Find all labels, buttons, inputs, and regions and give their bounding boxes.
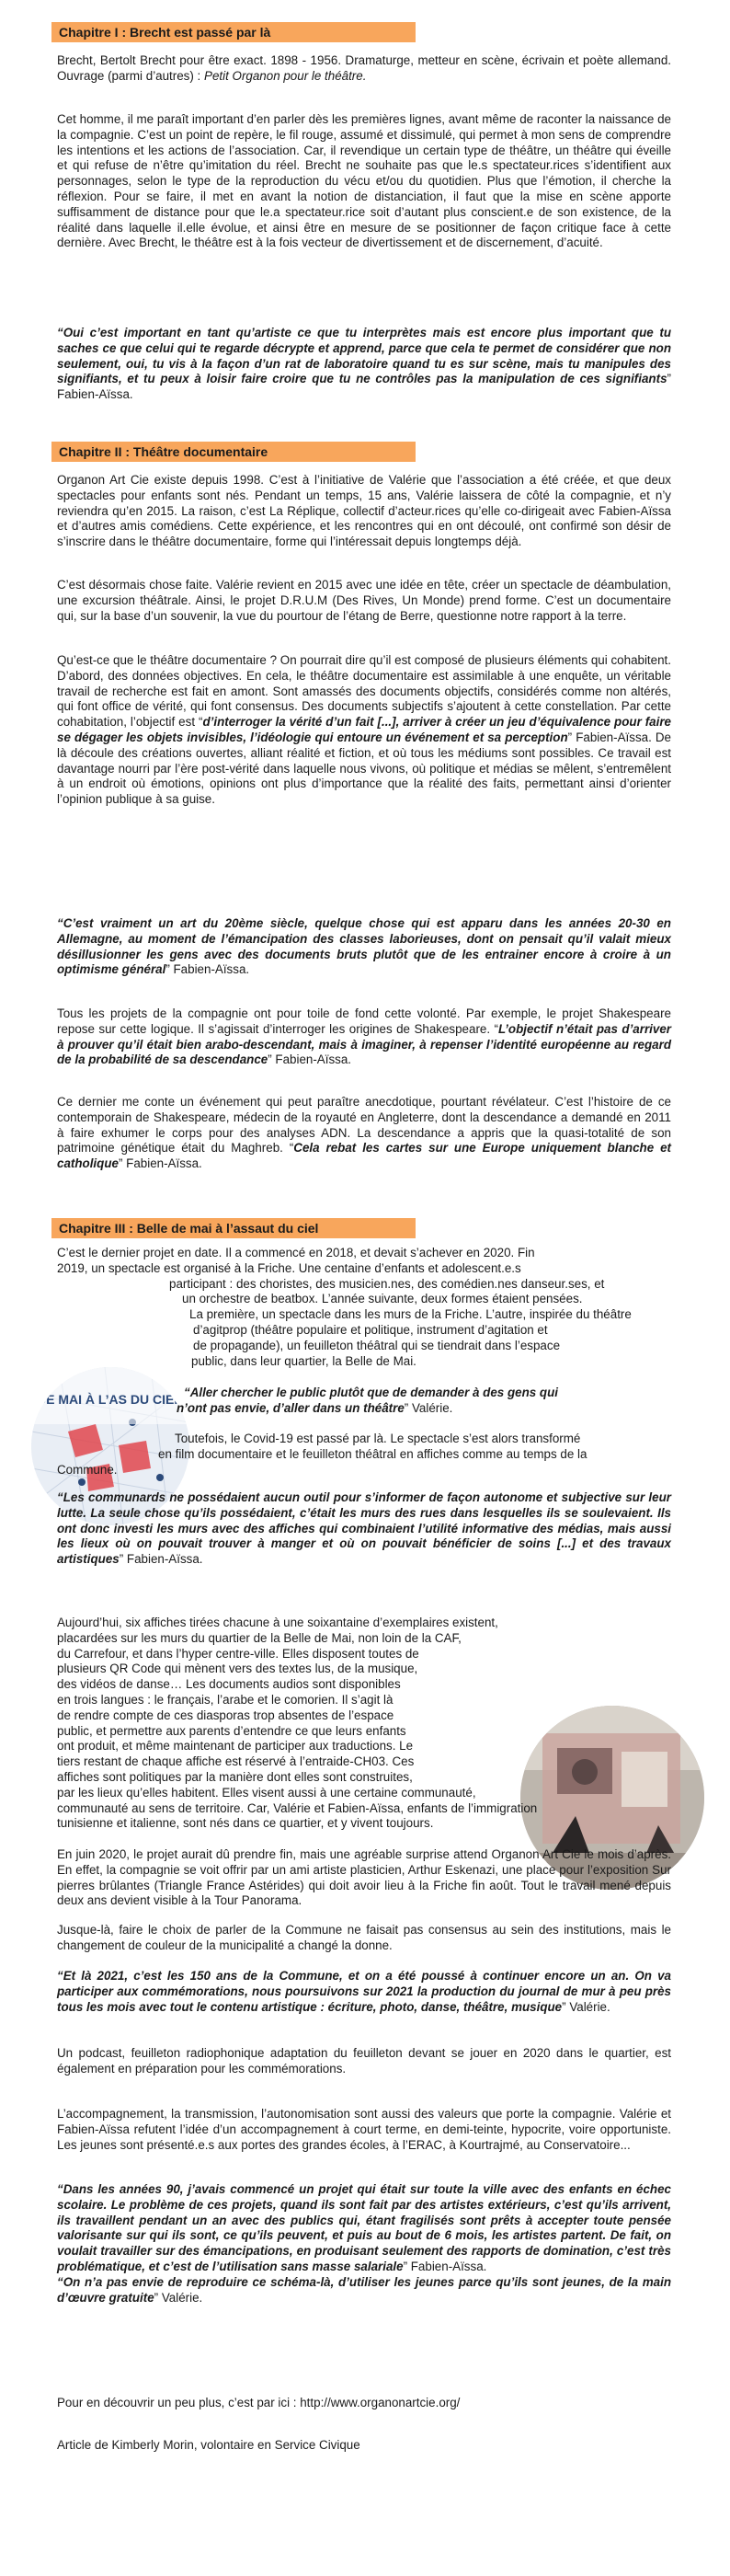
nineties-quote: “Dans les années 90, j’avais commencé un projet qui était sur toute la ville avec des enfants en échec scolaire. Le problème de ces projets, quand ils sont fait par des artistes extérieurs, c’est qu’ils arrivent, ils travaillent pendant un an avec des publics qui, étant fragilisés sont prêts à accepter toute pensée valorisante sur qui ils sont, ce qu’ils peuvent, et puis au bout de 6 mois, les artistes partent. De fait, on voulait travailler sur des émancipations, en produisant seulement des rapports de domination, c’est très problématique, et c’est de l’utilisation sans masse salariale xyxy=(57,2182,671,2273)
chapter-3-quote-4 xyxy=(57,2182,671,2306)
quote-attribution: ” Valérie. xyxy=(562,1999,610,2014)
chapter-3-p2-line: en film documentaire et le feuilleton théâtral en affiches comme au temps de la xyxy=(158,1446,587,1461)
communards-quote: “Les communards ne possédaient aucun outil pour s’informer de façon autonome et subjective sur leur lutte. La seule chose qu’ils possédaient, c’était les murs des rues dans lesquelles ils se soulevaient. Ils ont donc investi les murs avec des affiches qui combinaient l’utilité informative des médias, mais aussi les lieux où on pouvait trouver à manger et où on pouvait bénéficier de soins [...] et des travaux artistiques xyxy=(57,1490,671,1567)
shakespeare-quote: L’objectif n’était pas d’arriver à prouver qu’il était bien arabo-descendant, mais à imaginer, à repenser l’identité européenne au regard de la probabilité de sa descendance xyxy=(57,1021,671,1067)
chapter-3-p3-line: par les lieux qu’elles habitent. Elles visent aussi à une certaine communauté, xyxy=(57,1785,476,1800)
chapter-3-p3-line: ont produit, et même maintenant de participer aux traductions. Le xyxy=(57,1739,414,1754)
chapter-3-quote-2 xyxy=(57,1490,671,1568)
chapter-3-p1-line: de propagande), un feuilleton théâtral qui se tiendrait dans l’espace xyxy=(193,1338,561,1352)
chapter-3-p3-line: tunisienne et italienne, sont nés dans ce quartier, et y vivent toujours. xyxy=(57,1816,434,1831)
chapter-3-p6: Un podcast, feuilleton radiophonique adaptation du feuilleton devant se jouer en 2020 dans le quartier, est également en préparation pour les commémorations. xyxy=(57,2046,671,2076)
quote-attribution: ” Fabien-Aïssa. xyxy=(403,2259,487,2273)
website-link-paragraph[interactable]: Pour en découvrir un peu plus, c’est par ici : http://www.organonartcie.org/ xyxy=(57,2396,461,2409)
chapter-1-quote xyxy=(57,326,671,403)
anecdote-text: Ce dernier me conte un événement qui peut paraître anecdotique, pourtant révélateur. C’est l’histoire de ce contemporain de Shakespeare, médecin de la royauté en Angleterre, dont la descendance a demandé en 2011 à faire exhumer le corps pour des analyses ADN. La descendance a appris que la quasi-totalité de son patrimoine génétique était du Maghreb. “ xyxy=(57,1095,671,1156)
chapter-3-p7: L’accompagnement, la transmission, l’autonomisation sont aussi des valeurs que porte la compagnie. Valérie et Fabien-Aïssa refutent l’idée d’un accompagnement à court terme, en demi-teinte, hypocrite, voire opportuniste. Les jeunes sont présenté.e.s aux portes des grandes écoles, à l’ERAC, à Kourtrajmé, au Conservatoire... xyxy=(57,2107,671,2152)
chapter-3-p2 xyxy=(57,1432,671,1478)
chapter-3-p4: En juin 2020, le projet aurait dû prendre fin, mais une agréable surprise attend Organon Art Cie le mois d’après. En effet, la compagnie se voit offrir par un ami artiste plasticien, Arthur Eskenazi, une place pour l’exposition Sur pierres brûlantes (Triangle France Astérides) qui doit avoir lieu à la Friche fin août. Tout le travail mené depuis deux ans devient visible à la Tour Panorama. xyxy=(57,1847,671,1908)
chapter-3-p2-line: Toutefois, le Covid-19 est passé par là. Le spectacle s’est alors transformé xyxy=(175,1432,581,1445)
quote-attribution: ” Fabien-Aïssa. xyxy=(119,1552,203,1567)
chapter-2-p4 xyxy=(57,1006,671,1068)
chapter-3-p3-line: Aujourd’hui, six affiches tirées chacune à une soixantaine d’exemplaires existent, xyxy=(57,1616,498,1629)
quote-attribution: ” Valérie. xyxy=(154,2290,203,2305)
chapter-3-p1-line: public, dans leur quartier, la Belle de Mai. xyxy=(191,1353,416,1368)
chapter-3-p3-line: de rendre compte de ces diasporas trop absentes de l’espace xyxy=(57,1708,394,1722)
chapter-3-p1-line: participant : des choristes, des musicien.nes, des comédien.nes danseur.ses, et xyxy=(169,1276,605,1291)
chapter-3-p1-line: un orchestre de beatbox. L’année suivante, deux formes étaient pensées. xyxy=(182,1292,583,1306)
documentary-definition: Qu’est-ce que le théâtre documentaire ? On pourrait dire qu’il est composé de plusieurs éléments qui cohabitent. D’abord, des données objectives. En cela, le théâtre documentaire est assimilable à une enquête, un véritable travail de recherche est fait en amont. Sont amassés des documents objectifs, considérés comme non altérés, qui font office de vérité, qui font consensus. Des documents subjectifs s’ajoutent à cette constellation. Par cette cohabitation, l’objectif est “ xyxy=(57,653,671,730)
documentary-continuation: ” Fabien-Aïssa. De là découle des créations ouvertes, alliant réalité et fiction, et où tous les médiums sont possibles. Ce travail est davantage nourri par l’ère post-vérité dans laquelle nous vivons, où politique et médias se mêlent, s’entremêlent à un endroit où émotions, opinions ont plus d’importance que la réalité des faits, permettant ainsi d’orienter l’opinion publique à sa guise. xyxy=(57,730,671,807)
chapter-3-quote-1 xyxy=(57,1386,671,1417)
chapter-3-p3-line: des vidéos de danse… Les documents audios sont disponibles xyxy=(57,1677,401,1692)
chapter-2-p3 xyxy=(57,653,671,808)
commune-150-quote: “Et là 2021, c’est les 150 ans de la Commune, et on a été poussé à continuer encore un an. On va participer aux commémorations, nous poursuivons sur 2021 la production du journal de mur à peu près tous les mois avec tout le contenu artistique : écriture, photo, danse, théâtre, musique xyxy=(57,1969,671,2014)
20th-century-quote: “C’est vraiment un art du 20ème siècle, quelque chose qui est apparu dans les années 20-30 en Allemagne, au moment de l’émancipation des classes laborieuses, dont on pensait qu’il valait mieux désillusionner les gens avec des documents bruts plutôt que de les entrainer encore à croire à un optimisme général xyxy=(57,916,671,977)
quote-attribution: ” Fabien-Aïssa. xyxy=(118,1156,202,1171)
chapter-3-p3-line: tiers restant de chaque affiche est réservé à l’entraide-CH03. Ces xyxy=(57,1754,415,1769)
book-title: Petit Organon pour le théâtre. xyxy=(204,68,367,83)
chapter-3-p5: Jusque-là, faire le choix de parler de la Commune ne faisait pas consensus au sein des institutions, mais le changement de couleur de la municipalité a changé la donne. xyxy=(57,1923,671,1952)
quote-attribution: ” Fabien-Aïssa. xyxy=(268,1052,352,1067)
quote-attribution: ” Fabien-Aïssa. xyxy=(165,962,250,977)
chapter-3-p3-line: placardées sur les murs du quartier de la Belle de Mai, non loin de la CAF, xyxy=(57,1630,462,1645)
quote-attribution: ” Fabien-Aïssa. xyxy=(57,372,671,402)
chapter-3-p3-line: du Carrefour, et dans l’hyper centre-ville. Elles disposent toutes de xyxy=(57,1646,419,1661)
chapter-3-p1-line: C’est le dernier projet en date. Il a commencé en 2018, et devait s’achever en 2020. Fin xyxy=(57,1246,535,1259)
documentary-quote: d’interroger la vérité d’un fait [...], arriver à créer un jeu d’équivalence pour faire se dégager les objets invisibles, l’idéologie qui entoure un événement et sa perception xyxy=(57,715,671,744)
chapter-3-p2-line: Commune. xyxy=(57,1462,118,1477)
chapter-1-body: Cet homme, il me paraît important d’en parler dès les premières lignes, avant même de raconter la naissance de la compagnie. C’est un point de repère, le fil rouge, assumé et dissimulé, qui permet à mon sens de comprendre les intentions et les actions de l’association. Car, il revendique un certain type de théâtre, un théâtre qui éveille et qui refuse de n’être qu’imitation du réel. Brecht ne souhaite pas que le.s spectateur.rices s’identifient aux personnages, selon le type de la reproduction du vécu et/ou du quotidien. Plus que l’émotion, il cherche la réflexion. Pour se faire, il met en avant la notion de distanciation, il faut que la mise en scène apporte suffisamment de distance pour que le.a spectateur.rice soit d’autant plus conscient.e de son existence, de la réalité dans laquelle il.elle évolue, et ainsi être en mesure de se positionner de façon critique face à cette dernière. Avec Brecht, le théâtre est à la fois vecteur de divertissement et de discernement, d’acuité. xyxy=(57,112,671,250)
chapter-3-p1-line: La première, un spectacle dans les murs de la Friche. L’autre, inspirée du théâtre xyxy=(189,1307,632,1322)
anecdote-quote: Cela rebat les cartes sur une Europe uniquement blanche et catholique xyxy=(57,1141,671,1171)
chapter-3-p3-line: en trois langues : le français, l’arabe et le comorien. Il s’agit là xyxy=(57,1692,394,1707)
chapter-3-heading: Chapitre III : Belle de mai à l’assaut du ciel xyxy=(51,1218,416,1238)
chapter-3-p3-line: affiches sont politiques par la manière dont elles sont construites, xyxy=(57,1769,413,1784)
chapter-2-p5 xyxy=(57,1095,671,1172)
chapter-1-intro xyxy=(57,53,671,85)
quote-attribution: ” Valérie. xyxy=(404,1400,453,1415)
chapter-3-quote-3 xyxy=(57,1969,671,2015)
chapter-3-p3-line: communauté au sens de territoire. Car, Valérie et Fabien-Aïssa, enfants de l’immigration xyxy=(57,1800,538,1815)
chapter-2-quote xyxy=(57,916,671,978)
brecht-quote: “Oui c’est important en tant qu’artiste ce que tu interprètes mais est encore plus important que tu saches ce que celui qui te regarde décrypte et apprend, parce que cela te permet de considérer que non seulement, oui, tu vis à la façon d’un rat de laboratoire quand tu es sur scène, mais tu manipules des signifiants, et tu peux à loisir faire croire que tu ne contrôles pas la manipulation de ces signifiants xyxy=(57,326,671,386)
chapter-1-heading: Chapitre I : Brecht est passé par là xyxy=(51,22,416,42)
chapter-3-p3-line: plusieurs QR Code qui mènent vers des textes lus, de la musique, xyxy=(57,1662,418,1676)
article-credit: Article de Kimberly Morin, volontaire en Service Civique xyxy=(57,2438,360,2452)
chapter-2-heading: Chapitre II : Théâtre documentaire xyxy=(51,442,416,462)
chapter-1-intro-text: Brecht, Bertolt Brecht pour être exact. 1898 - 1956. Dramaturge, metteur en scène, écrivain et poète allemand. Ouvrage (parmi d’autres) : xyxy=(57,53,671,83)
free-labour-quote: “On n’a pas envie de reproduire ce schéma-là, d’utiliser les jeunes parce qu’ils sont jeunes, de la main d’œuvre gratuite xyxy=(57,2274,671,2305)
chapter-2-p2: C’est désormais chose faite. Valérie revient en 2015 avec une idée en tête, créer un spectacle de déambulation, une excursion théâtrale. Ainsi, le projet D.R.U.M (Des Rives, Un Monde) prend forme. C’est un documentaire qui, sur la base d’un souvenir, la vue du pourtour de l’étang de Berre, questionne notre rapport à la terre. xyxy=(57,578,671,623)
public-quote-line: n’ont pas envie, d’aller dans un théâtre xyxy=(177,1400,405,1415)
public-quote-line: “Aller chercher le public plutôt que de demander à des gens qui xyxy=(184,1386,559,1399)
chapter-3-p1 xyxy=(57,1246,671,1369)
chapter-3-p1-line: d’agitprop (théâtre populaire et politique, instrument d’agitation et xyxy=(193,1322,548,1337)
shakespeare-intro: Tous les projets de la compagnie ont pour toile de fond cette volonté. Par exemple, le projet Shakespeare repose sur cette logique. Il s’agissait d’interroger les origines de Shakespeare. “ xyxy=(57,1006,671,1036)
chapter-2-p1: Organon Art Cie existe depuis 1998. C’est à l’initiative de Valérie que l’association a été créée, et que deux spectacles pour enfants sont nés. Pendant un temps, 15 ans, Valérie laissera de côté la compagnie, et n’y reviendra qu’en 2015. La raison, c’est La Réplique, collectif d’acteur.rices qu’elle co-dirigeait avec Fabien-Aïssa et d’autres amis comédiens. Cette expérience, et les rencontres qui en ont découlé, ont confirmé son désir de s’inscrire dans le théâtre documentaire, forme qui l’intéressait depuis longtemps déjà. xyxy=(57,473,671,549)
chapter-3-p3 xyxy=(57,1616,671,1832)
chapter-3-p1-line: 2019, un spectacle est organisé à la Friche. Une centaine d’enfants et adolescent.e.s xyxy=(57,1260,521,1275)
chapter-3-p3-line: public, et permettre aux parents d’entendre ce que leurs enfants xyxy=(57,1723,406,1738)
map-caption: DE MAI À L’AS DU CIEL xyxy=(37,1392,182,1407)
